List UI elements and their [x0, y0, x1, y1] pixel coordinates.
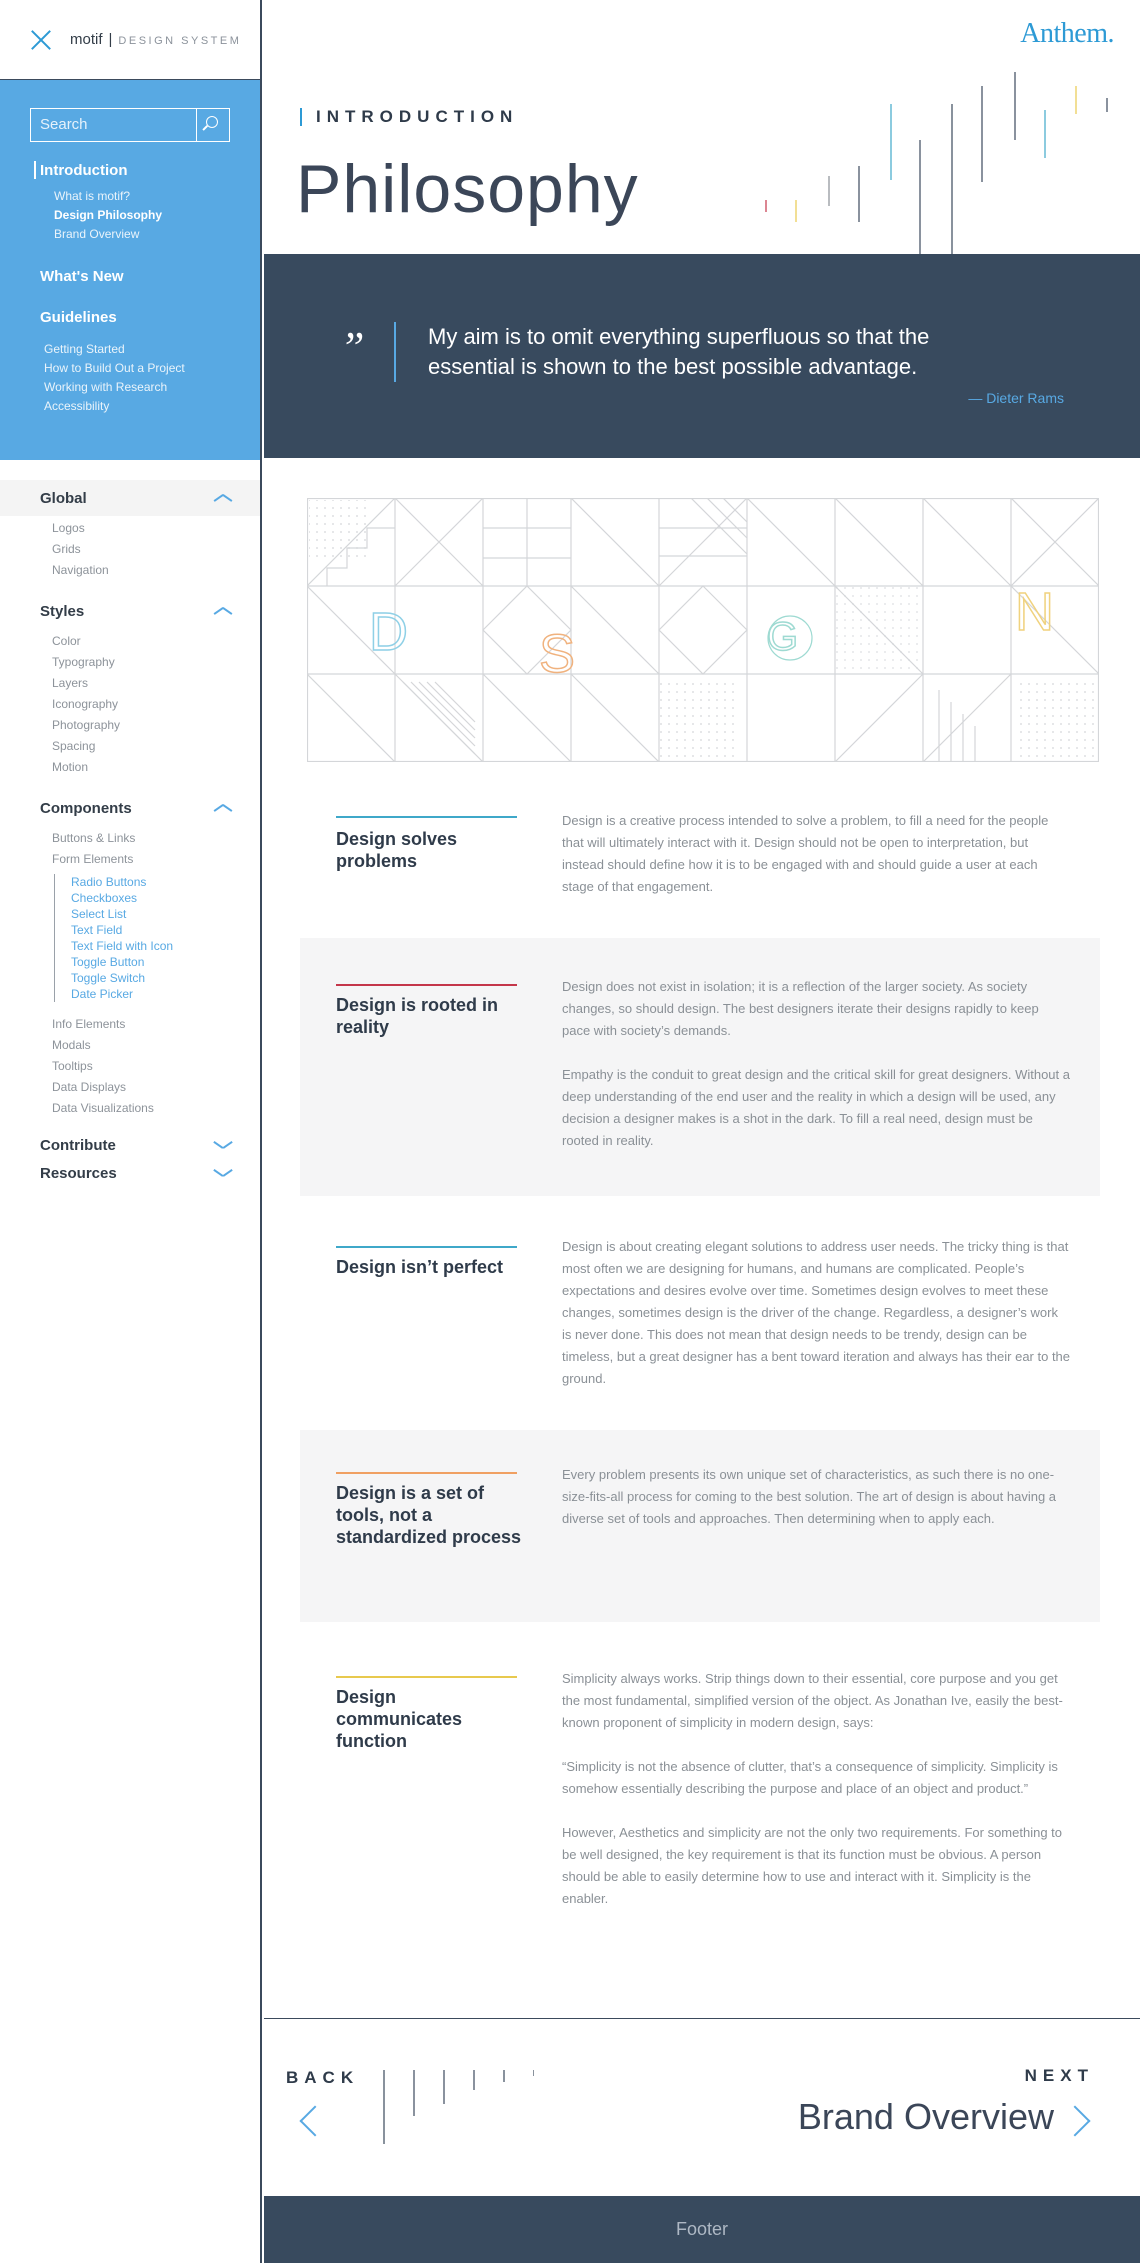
section-paragraph: Design is a creative process intended to solve a problem, to fill a need for the people that will ultimately interact with it. Design should not be open to interpretation, but instead should define how it is to be engaged with and should guide a user at each stage of that engagement. [562, 813, 1049, 894]
list-item[interactable]: Color [52, 634, 81, 648]
page-eyebrow: INTRODUCTION [300, 108, 518, 126]
category-label: Components [40, 799, 132, 817]
nav-subitem[interactable]: Getting Started [44, 342, 125, 356]
principle-section [300, 1430, 1100, 1622]
section-title: Design is rooted in reality [336, 995, 499, 1037]
pager-divider [264, 2018, 1140, 2019]
quote-icon: ” [340, 323, 365, 372]
chevron-left-icon[interactable] [299, 2105, 330, 2136]
brand-separator: | [108, 31, 113, 48]
section-title: Design communicates function [336, 1687, 463, 1751]
section-paragraph: Design does not exist in isolation; it is a reflection of the larger society. As society changes, so should design. The best designers iterate their designs rapidly to keep pace with society’s demands. [562, 979, 1039, 1038]
pattern-letter: N [1015, 582, 1054, 642]
sidebar-header [0, 0, 260, 80]
section-accent-line [336, 1676, 517, 1678]
category-contribute[interactable] [0, 1131, 260, 1159]
pager-decoration [374, 2060, 534, 2150]
chevron-right-icon[interactable] [1059, 2105, 1090, 2136]
nav-item-guidelines[interactable]: Guidelines [40, 309, 117, 326]
section-paragraph: Simplicity always works. Strip things down to their essential, core purpose and you get the most fundamental, simplified version of the object. As Jonathan Ive, easily the best-known proponent of simplicity in modern design, says: [562, 1671, 1063, 1730]
chevron-up-icon[interactable] [216, 491, 230, 505]
quote-author: — Dieter Rams [968, 390, 1064, 406]
list-item[interactable]: Motion [52, 760, 89, 774]
footer: Footer [264, 2196, 1140, 2263]
category-label: Global [40, 489, 87, 507]
list-item[interactable]: Navigation [52, 563, 109, 577]
sub-list-item[interactable]: Text Field with Icon [71, 939, 174, 953]
list-item[interactable]: Buttons & Links [52, 831, 136, 845]
quote-bar [394, 322, 396, 382]
search-input[interactable]: Search [40, 116, 88, 133]
chevron-up-icon[interactable] [216, 604, 230, 618]
list-item[interactable]: Layers [52, 676, 89, 690]
list-item[interactable]: Typography [52, 655, 115, 669]
list-item[interactable]: Data Displays [52, 1080, 127, 1094]
chevron-down-icon[interactable] [216, 1138, 230, 1152]
nav-subitem[interactable]: What is motif? [54, 189, 131, 203]
list-item[interactable]: Iconography [52, 697, 119, 711]
pattern-letter: D [369, 602, 408, 662]
section-paragraph: Empathy is the conduit to great design and the critical skill for great designers. Without a deep understanding of the end user and the reality in which a design will be used, any decision a designer makes is a shot in the dark. To fill a real need, design must be rooted in reality. [562, 1067, 1070, 1148]
nav-introduction [30, 162, 260, 244]
nav-subitem-current[interactable]: Design Philosophy [54, 208, 163, 222]
sidebar [0, 0, 262, 2263]
next-label[interactable]: NEXT [1024, 2066, 1094, 2085]
nav-subitem[interactable]: Working with Research [44, 380, 168, 394]
section-title: Design is a set of tools, not a standardized process [336, 1483, 522, 1547]
section-body [562, 976, 1070, 1174]
section-paragraph: Every problem presents its own unique set of characteristics, as such there is no one-size-fits-all process for coming to the best solution. The art of design is about having a diverse set of tools and approaches. Then determining when to apply each. [562, 1467, 1057, 1526]
brand-subtitle: DESIGN SYSTEM [118, 35, 242, 47]
sub-list-item[interactable]: Select List [71, 907, 127, 921]
chevron-up-icon[interactable] [216, 801, 230, 815]
brand[interactable] [70, 31, 241, 48]
form-elements-list [54, 874, 260, 1002]
list-item[interactable]: Modals [52, 1038, 91, 1052]
nav-guidelines [30, 309, 260, 416]
section-title: Design isn’t perfect [336, 1257, 504, 1277]
section-accent-line [336, 984, 517, 986]
section-paragraph: However, Aesthetics and simplicity are not the only two requirements. For something to be well designed, the key requirement is that its function must be obvious. A person should be able to easily determine how to use and interact with it. Simplicity is the enabler. [562, 1825, 1063, 1906]
sub-list-item[interactable]: Checkboxes [71, 891, 138, 905]
sidebar-primary-nav [0, 80, 260, 460]
next-page-title[interactable]: Brand Overview [797, 2096, 1054, 2137]
quote-text: My aim is to omit everything superfluous so that the essential is shown to the best possible advantage. [428, 324, 930, 379]
brand-name: motif [70, 31, 103, 48]
section-title: Design solves problems [336, 829, 458, 871]
sub-list-item[interactable]: Text Field [71, 923, 123, 937]
list-item[interactable]: Spacing [52, 739, 96, 753]
design-pattern-illustration [307, 498, 1099, 762]
list-item[interactable]: Form Elements [52, 852, 134, 866]
sub-list-item[interactable]: Toggle Button [71, 955, 145, 969]
section-paragraph: Design is about creating elegant solutions to address user needs. The tricky thing is that most often we are designing for humans, and humans are complicated. People’s expectations and desires evolve over time. Sometimes design evolves to meet these changes, sometimes design is the driver of the change. Regardless, a designer’s work is never done. This does not mean that design needs to be trendy, design can be timeless, but a great designer has a bent toward iteration and always has their ear to the ground. [562, 1239, 1071, 1386]
sub-list-item[interactable]: Date Picker [71, 987, 134, 1001]
section-body [562, 1236, 1070, 1412]
nav-subitem[interactable]: Brand Overview [54, 227, 140, 241]
list-item[interactable]: Photography [52, 718, 121, 732]
category-global[interactable] [0, 480, 260, 516]
section-body [562, 810, 1070, 920]
section-accent-line [336, 1472, 517, 1474]
category-label: Resources [40, 1164, 117, 1182]
section-accent-line [336, 1246, 517, 1248]
quote-band [264, 254, 1140, 458]
principle-section [300, 1630, 1100, 1930]
close-icon[interactable] [30, 29, 52, 51]
list-item[interactable]: Tooltips [52, 1059, 93, 1073]
principle-section [300, 938, 1100, 1196]
nav-item-whats-new[interactable]: What's New [40, 268, 124, 285]
search-icon [206, 116, 218, 128]
pattern-letter: S [539, 624, 576, 684]
category-label: Contribute [40, 1136, 116, 1154]
anthem-logo[interactable]: Anthem. [1020, 18, 1114, 49]
nav-subitem[interactable]: Accessibility [44, 399, 110, 413]
list-item[interactable]: Data Visualizations [52, 1101, 154, 1115]
section-body [562, 1668, 1070, 1932]
category-resources[interactable] [0, 1159, 260, 1187]
main-content [264, 0, 1140, 2263]
sub-list-item[interactable]: Toggle Switch [71, 971, 146, 985]
chevron-down-icon[interactable] [216, 1166, 230, 1180]
category-components[interactable] [0, 790, 260, 826]
page-title: Philosophy [296, 151, 639, 227]
section-paragraph: “Simplicity is not the absence of clutter, that’s a consequence of simplicity. Simplicity is somehow essentially describing the purpose and place of an object and product.” [562, 1759, 1058, 1796]
nav-item-introduction[interactable]: Introduction [30, 162, 260, 179]
nav-subitem[interactable]: How to Build Out a Project [44, 361, 185, 375]
list-item[interactable]: Grids [52, 542, 81, 556]
search-button[interactable] [196, 109, 229, 141]
section-body [562, 1464, 1070, 1552]
sub-list-item[interactable]: Radio Buttons [71, 875, 147, 889]
category-styles[interactable] [0, 593, 260, 629]
principle-section [300, 780, 1100, 930]
sidebar-secondary-nav [0, 460, 260, 1187]
list-item[interactable]: Logos [52, 521, 85, 535]
principle-section [300, 1200, 1100, 1420]
back-label[interactable]: BACK [286, 2068, 360, 2087]
list-item[interactable]: Info Elements [52, 1017, 126, 1031]
search-box[interactable] [30, 108, 230, 142]
section-accent-line [336, 816, 517, 818]
pattern-letter: G [767, 615, 799, 659]
category-label: Styles [40, 602, 85, 620]
